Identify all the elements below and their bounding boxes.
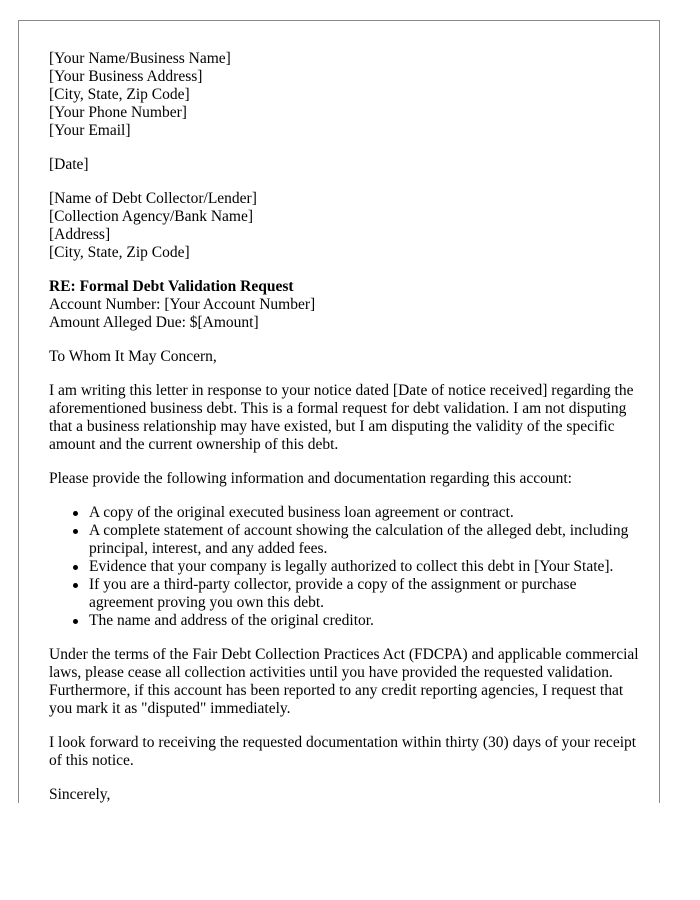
body-paragraph-2: Please provide the following information and documentation regarding this account: (49, 470, 572, 487)
recipient-address: [Address] (49, 226, 111, 243)
body-paragraph-4: I look forward to receiving the requested documentation within thirty (30) days of your receipt of this notice. (49, 734, 637, 769)
letter-content (49, 50, 639, 803)
list-item: The name and address of the original creditor. (89, 612, 639, 630)
recipient-block (49, 190, 639, 262)
sender-email: [Your Email] (49, 122, 131, 139)
list-item: If you are a third-party collector, provide a copy of the assignment or purchase agreement proving you own this debt. (89, 576, 639, 612)
body-paragraph-3: Under the terms of the Fair Debt Collection Practices Act (FDCPA) and applicable commercial laws, please cease all collection activities until you have provided the requested validation. Furthermore, if this account has been reported to any credit reporting agencies, I request that you mark it as "disputed" immediately. (49, 646, 639, 717)
recipient-agency: [Collection Agency/Bank Name] (49, 208, 254, 225)
letter-page (18, 20, 660, 803)
recipient-city: [City, State, Zip Code] (49, 244, 190, 261)
list-item: A complete statement of account showing the calculation of the alleged debt, including principal, interest, and any added fees. (89, 522, 639, 558)
closing: Sincerely, (49, 786, 111, 803)
sender-block (49, 50, 639, 140)
recipient-name: [Name of Debt Collector/Lender] (49, 190, 257, 207)
re-amount-due: Amount Alleged Due: $[Amount] (49, 314, 259, 331)
list-item: A copy of the original executed business loan agreement or contract. (89, 504, 639, 522)
sender-phone: [Your Phone Number] (49, 104, 187, 121)
re-subject: RE: Formal Debt Validation Request (49, 278, 294, 295)
sender-address: [Your Business Address] (49, 68, 203, 85)
date-block (49, 156, 639, 174)
sender-name: [Your Name/Business Name] (49, 50, 231, 67)
re-block (49, 278, 639, 332)
salutation: To Whom It May Concern, (49, 348, 217, 365)
letter-date: [Date] (49, 156, 89, 173)
body-paragraph-1: I am writing this letter in response to your notice dated [Date of notice received] regarding the aforementioned business debt. This is a formal request for debt validation. I am not disputing that a business relationship may have existed, but I am disputing the validity of the specific amount and the current ownership of this debt. (49, 382, 634, 453)
request-list (49, 504, 639, 630)
sender-city: [City, State, Zip Code] (49, 86, 190, 103)
list-item: Evidence that your company is legally authorized to collect this debt in [Your State]. (89, 558, 639, 576)
re-account-number: Account Number: [Your Account Number] (49, 296, 316, 313)
